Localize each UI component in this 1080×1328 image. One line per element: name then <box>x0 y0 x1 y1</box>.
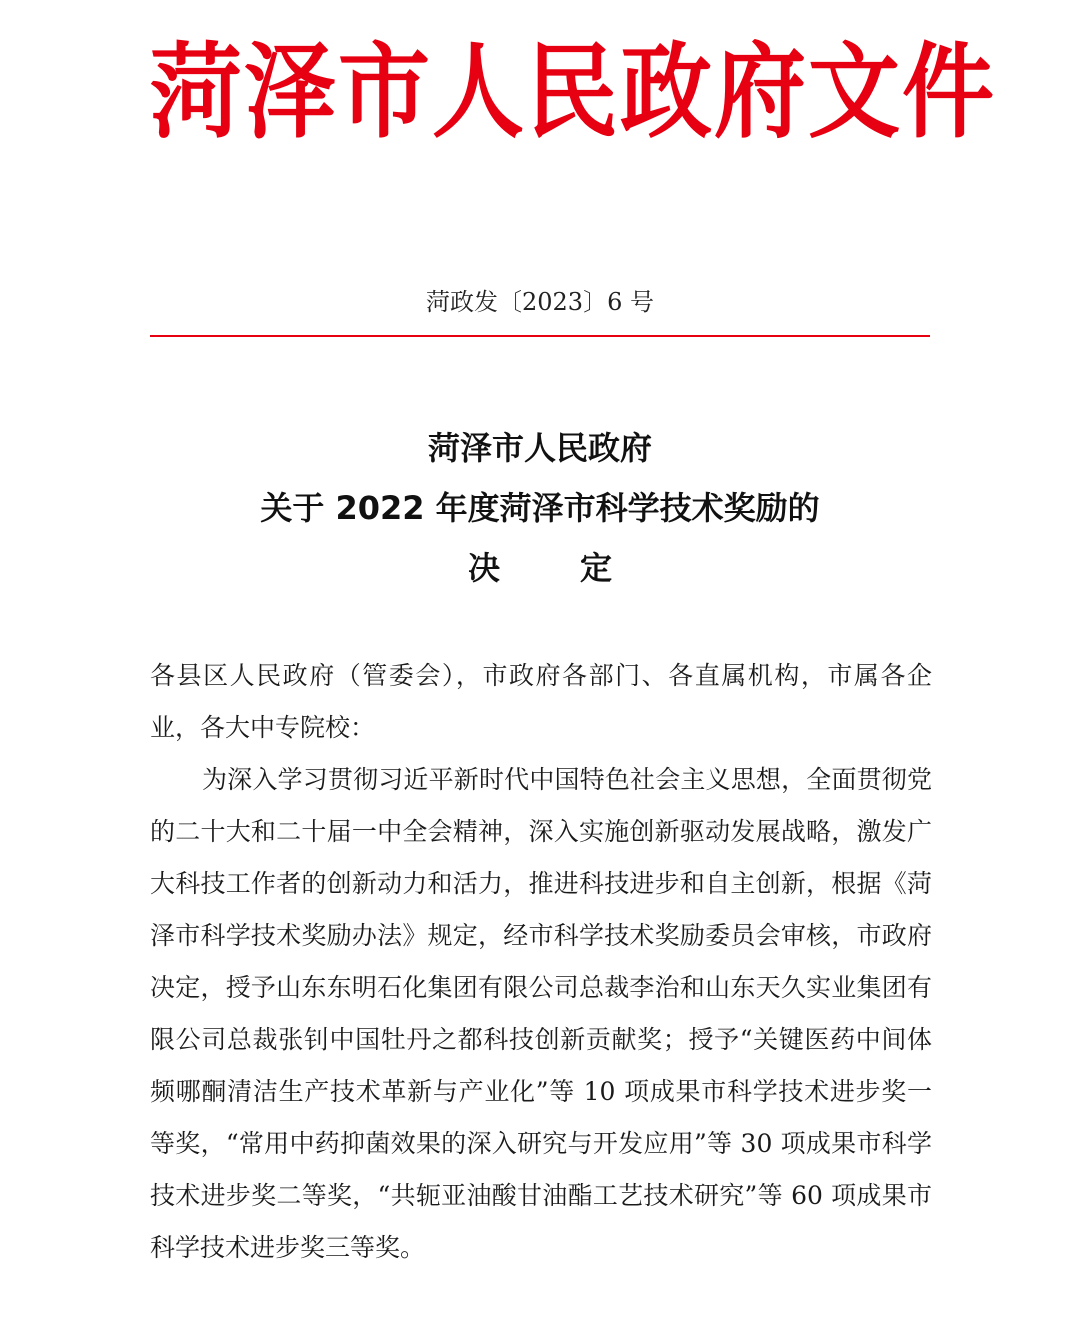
title-line-3 <box>150 538 930 598</box>
red-divider-line <box>150 335 930 337</box>
title-line-2: 关于 2022 年度菏泽市科学技术奖励的 <box>260 489 820 527</box>
title-line-1: 菏泽市人民政府 <box>427 429 652 467</box>
document-title <box>150 418 930 598</box>
title-line-3-part-2: 定 <box>580 549 613 587</box>
main-paragraph: 为深入学习贯彻习近平新时代中国特色社会主义思想，全面贯彻党的二十大和二十届一中全会精神，深入实施创新驱动发展战略，激发广大科技工作者的创新动力和活力，推进科技进步和自主创新，根据《菏泽市科学技术奖励办法》规定，经市科学技术奖励委员会审核，市政府决定，授予山东东明石化集团有限公司总裁李治和山东天久实业集团有限公司总裁张钊中国牡丹之都科技创新贡献奖；授予“关键医药中间体频哪酮清洁生产技术革新与产业化”等 10 项成果市科学技术进步奖一等奖，“常用中药抑菌效果的深入研究与开发应用”等 30 项成果市科学技术进步奖二等奖，“共轭亚油酸甘油酯工艺技术研究”等 60 项成果市科学技术进步奖三等奖。 <box>150 765 932 1262</box>
addressee-paragraph: 各县区人民政府（管委会），市政府各部门、各直属机构，市属各企业，各大中专院校： <box>150 661 932 742</box>
document-body <box>150 650 932 1274</box>
masthead-title: 菏泽市人民政府文件 <box>150 32 997 153</box>
document-number: 菏政发〔2023〕6 号 <box>426 288 654 316</box>
title-line-3-part-1: 决 <box>467 549 500 587</box>
